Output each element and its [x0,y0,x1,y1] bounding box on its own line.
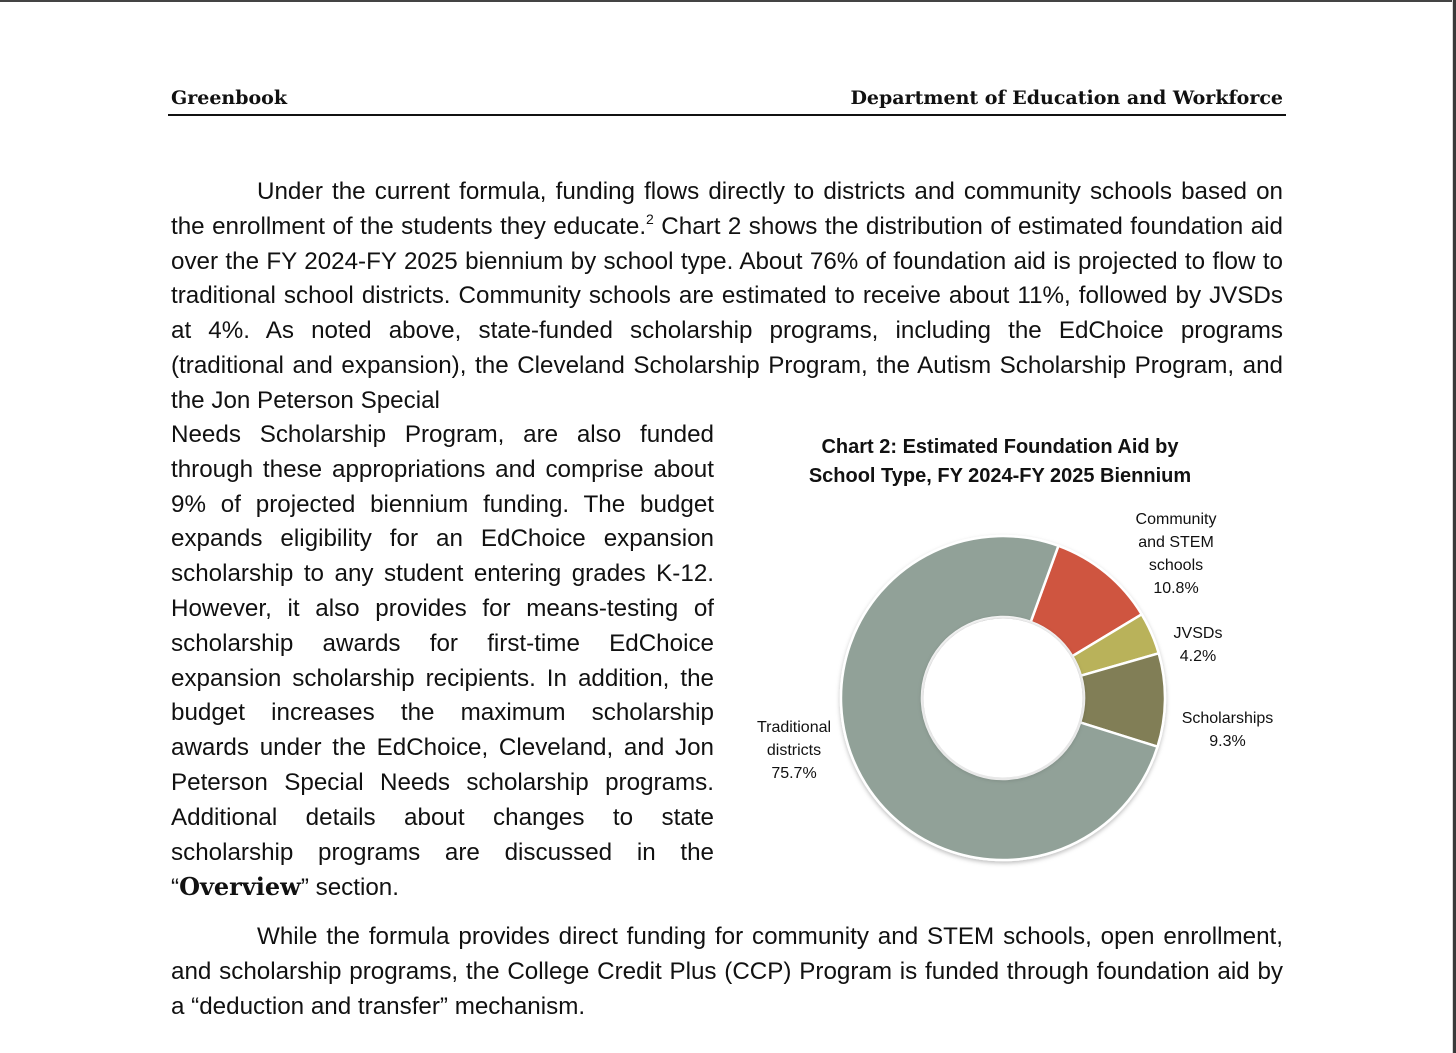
paragraph-funding-formula [171,175,1283,419]
paragraph-ccp-program: While the formula provides direct funding for community and STEM schools, open enrollment, and scholarship programs, the College Credit Plus (CCP) Program is funded through foundation aid by a “deduction and transfer” mechanism. [171,923,1283,1020]
overview-section-link[interactable]: Overview [179,872,301,902]
header-department-name: Department of Education and Workforce [850,87,1283,109]
paragraph-text: Under the current formula, funding flows directly to districts and community schools based on the enrollment of the students they educate. [171,178,1283,240]
label-text: JVSDs [1173,625,1223,642]
chart-title-line-1: Chart 2: Estimated Foundation Aid by [821,436,1179,458]
chart-title [760,433,1240,491]
label-text: Scholarships [1181,710,1274,727]
page-header [168,86,1286,116]
paragraph-text: Needs Scholarship Program, are also funded through these appropriations and comprise about 9% of projected biennium funding. The budget expands eligibility for an EdChoice expansion scholarship to any student entering grades K-12. However, it also provides for means-testing of scholarship awards for first-time EdChoice expansion scholarship recipients. In addition, the budget increases the maximum scholarship awards under the EdChoice, Cleveland, and Jon Peterson Special Needs scholarship programs. Additional details about changes to state scholarship programs are discussed in the “ [171,421,714,902]
label-text: Traditional [756,719,832,736]
header-publication-title: Greenbook [171,87,288,109]
label-text: and STEM [1138,534,1214,551]
label-text: Community [1135,511,1217,528]
paragraph-text: Chart 2 shows the distribution of estimated foundation aid over the FY 2024-FY 2025 biennium by school type. About 76% of foundation aid is projected to flow to traditional school districts. Community schools are estimated to receive about 11%, followed by JVSDs at 4%. As noted above, state-funded scholarship programs, including the EdChoice programs (traditional and expansion), the Cleveland Scholarship Program, the Autism Scholarship Program, and the Jon Peterson Special [171,212,1283,414]
label-community-stem [1116,508,1236,600]
label-scholarships [1170,707,1285,753]
label-value: 9.3% [1209,733,1246,750]
window-top-border [0,0,1456,2]
paragraph-scholarship-programs [171,418,714,906]
label-value: 75.7% [771,765,817,782]
label-traditional-districts [740,716,848,785]
label-value: 4.2% [1179,648,1217,665]
footnote-reference[interactable]: 2 [646,210,654,227]
label-jvsds [1158,622,1238,668]
chart-title-line-2: School Type, FY 2024-FY 2025 Biennium [808,465,1192,487]
label-text: districts [766,742,822,759]
label-text: schools [1148,557,1204,574]
paragraph-text: ” section. [300,874,399,902]
label-value: 10.8% [1153,580,1199,597]
donut-hole [924,619,1083,778]
